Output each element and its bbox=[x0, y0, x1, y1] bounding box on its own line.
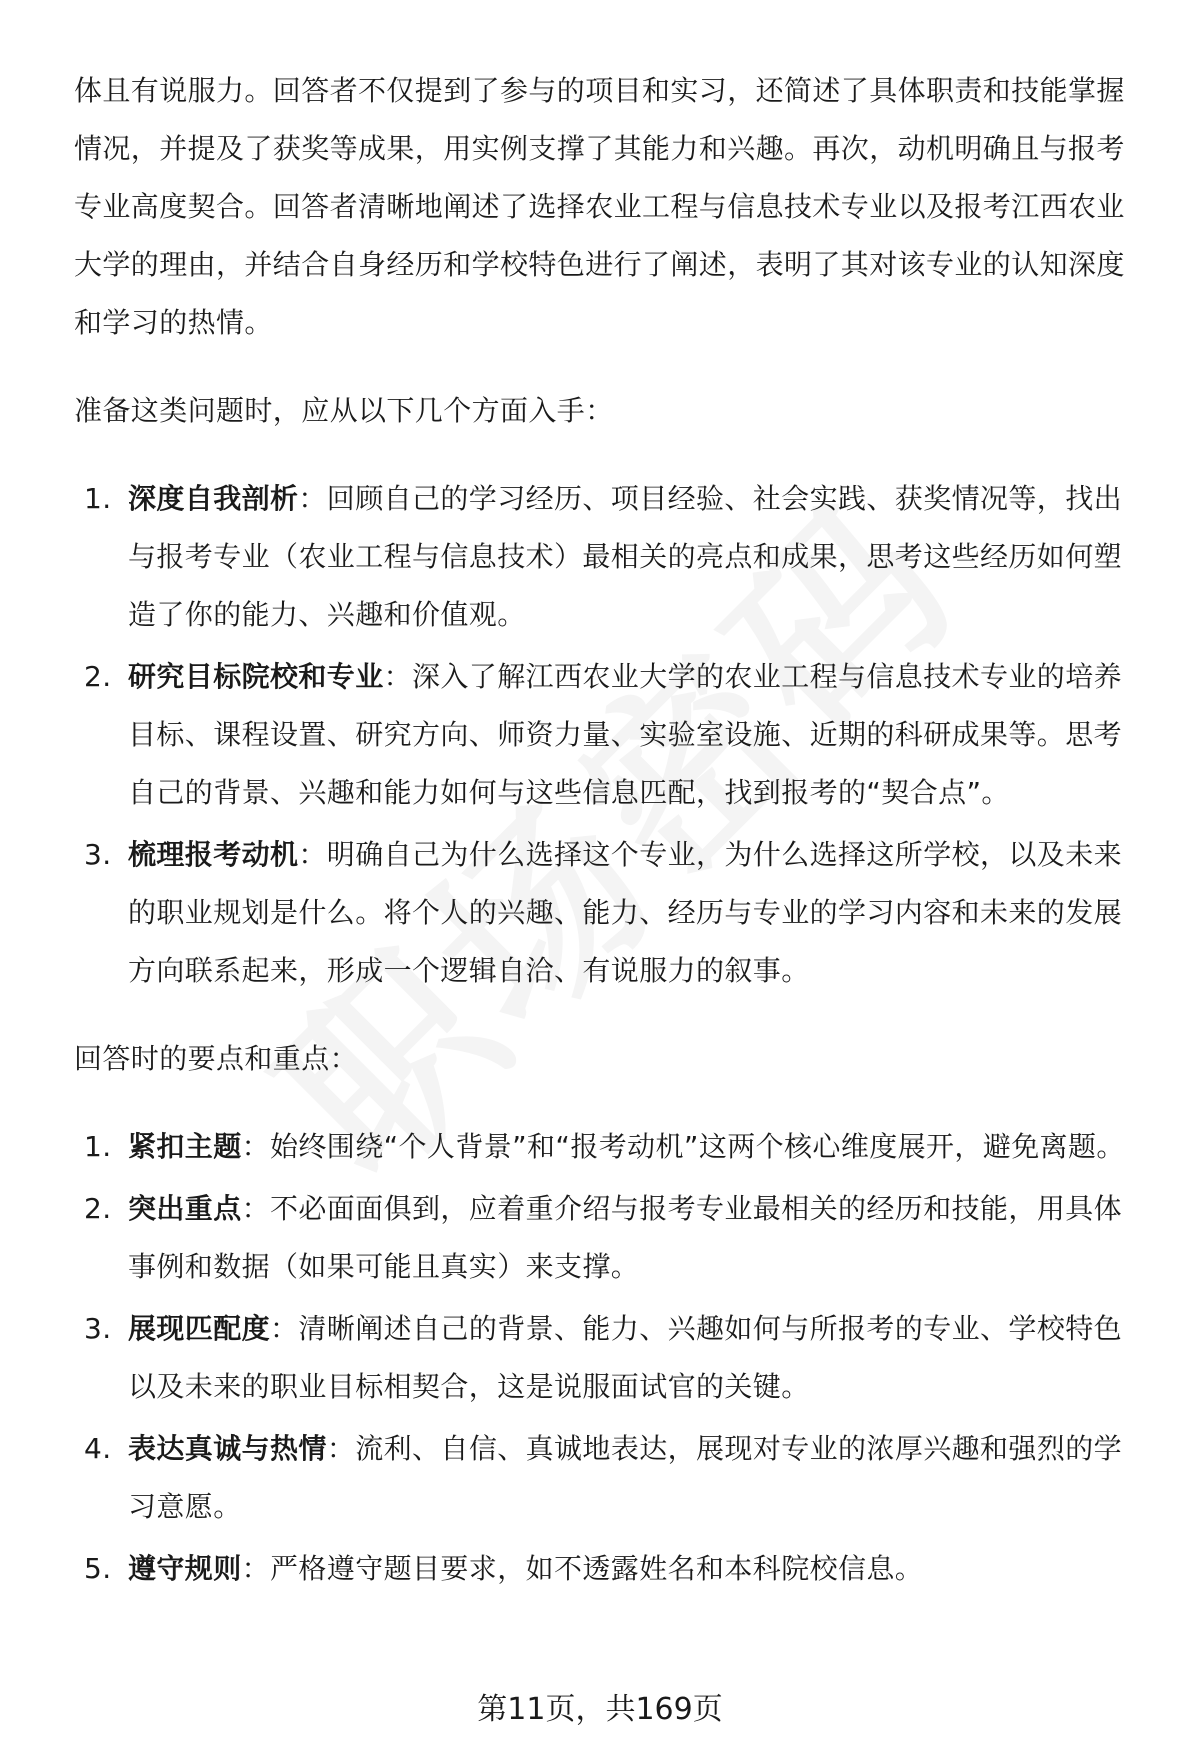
prep-heading: 准备这类问题时，应从以下几个方面入手： bbox=[74, 394, 614, 427]
list-item-title: 突出重点 bbox=[128, 1192, 242, 1225]
intro-paragraph: 体且有说服力。回答者不仅提到了参与的项目和实习，还简述了具体职责和技能掌握情况，并提及了获奖等成果，用实例支撑了其能力和兴趣。再次，动机明确且与报考专业高度契合。回答者清晰地阐述了选择农业工程与信息技术专业以及报考江西农业大学的理由，并结合自身经历和学校特色进行了阐述，表明了其对该专业的认知深度和学习的热情。 bbox=[74, 74, 1125, 339]
list-item bbox=[74, 1300, 1136, 1416]
list-item-text: ：清晰阐述自己的背景、能力、兴趣如何与所报考的专业、学校特色以及未来的职业目标相契合，这是说服面试官的关键。 bbox=[128, 1312, 1123, 1403]
list-item-text: ：不必面面俱到，应着重介绍与报考专业最相关的经历和技能，用具体事例和数据（如果可能且真实）来支撑。 bbox=[128, 1192, 1123, 1283]
answer-heading: 回答时的要点和重点： bbox=[74, 1042, 359, 1075]
list-number: 1. bbox=[84, 482, 112, 515]
list-item-text: ：严格遵守题目要求，如不透露姓名和本科院校信息。 bbox=[241, 1552, 924, 1585]
list-number: 2. bbox=[84, 660, 112, 693]
list-item bbox=[74, 1180, 1136, 1296]
document-body bbox=[74, 62, 1136, 1602]
list-number: 3. bbox=[84, 838, 112, 871]
list-item-title: 紧扣主题 bbox=[128, 1130, 242, 1163]
list-item-title: 研究目标院校和专业 bbox=[128, 660, 384, 693]
list-item-title: 表达真诚与热情 bbox=[128, 1432, 327, 1465]
list-item-title: 展现匹配度 bbox=[128, 1312, 271, 1345]
list-item-title: 深度自我剖析 bbox=[128, 482, 299, 515]
list-item bbox=[74, 1420, 1136, 1536]
list-item-text: ：明确自己为什么选择这个专业，为什么选择这所学校，以及未来的职业规划是什么。将个人的兴趣、能力、经历与专业的学习内容和未来的发展方向联系起来，形成一个逻辑自洽、有说服力的叙事。 bbox=[128, 838, 1123, 987]
list-item-text: ：流利、自信、真诚地表达，展现对专业的浓厚兴趣和强烈的学习意愿。 bbox=[128, 1432, 1123, 1523]
list-number: 3. bbox=[84, 1312, 112, 1345]
list-item-text: ：深入了解江西农业大学的农业工程与信息技术专业的培养目标、课程设置、研究方向、师资力量、实验室设施、近期的科研成果等。思考自己的背景、兴趣和能力如何与这些信息匹配，找到报考的“契合点”。 bbox=[128, 660, 1123, 809]
list-item bbox=[74, 470, 1136, 644]
page-number-footer: 第11页，共169页 bbox=[477, 1692, 723, 1727]
list-item-title: 遵守规则 bbox=[128, 1552, 242, 1585]
prep-list bbox=[74, 470, 1136, 1000]
list-item bbox=[74, 1540, 1136, 1598]
list-item bbox=[74, 1118, 1136, 1176]
list-number: 2. bbox=[84, 1192, 112, 1225]
list-number: 5. bbox=[84, 1552, 112, 1585]
list-number: 4. bbox=[84, 1432, 112, 1465]
list-item bbox=[74, 826, 1136, 1000]
answer-list bbox=[74, 1118, 1136, 1598]
list-number: 1. bbox=[84, 1130, 112, 1163]
list-item-text: ：始终围绕“个人背景”和“报考动机”这两个核心维度展开，避免离题。 bbox=[241, 1130, 1125, 1163]
list-item-text: ：回顾自己的学习经历、项目经验、社会实践、获奖情况等，找出与报考专业（农业工程与信息技术）最相关的亮点和成果，思考这些经历如何塑造了你的能力、兴趣和价值观。 bbox=[128, 482, 1123, 631]
list-item bbox=[74, 648, 1136, 822]
list-item-title: 梳理报考动机 bbox=[128, 838, 299, 871]
